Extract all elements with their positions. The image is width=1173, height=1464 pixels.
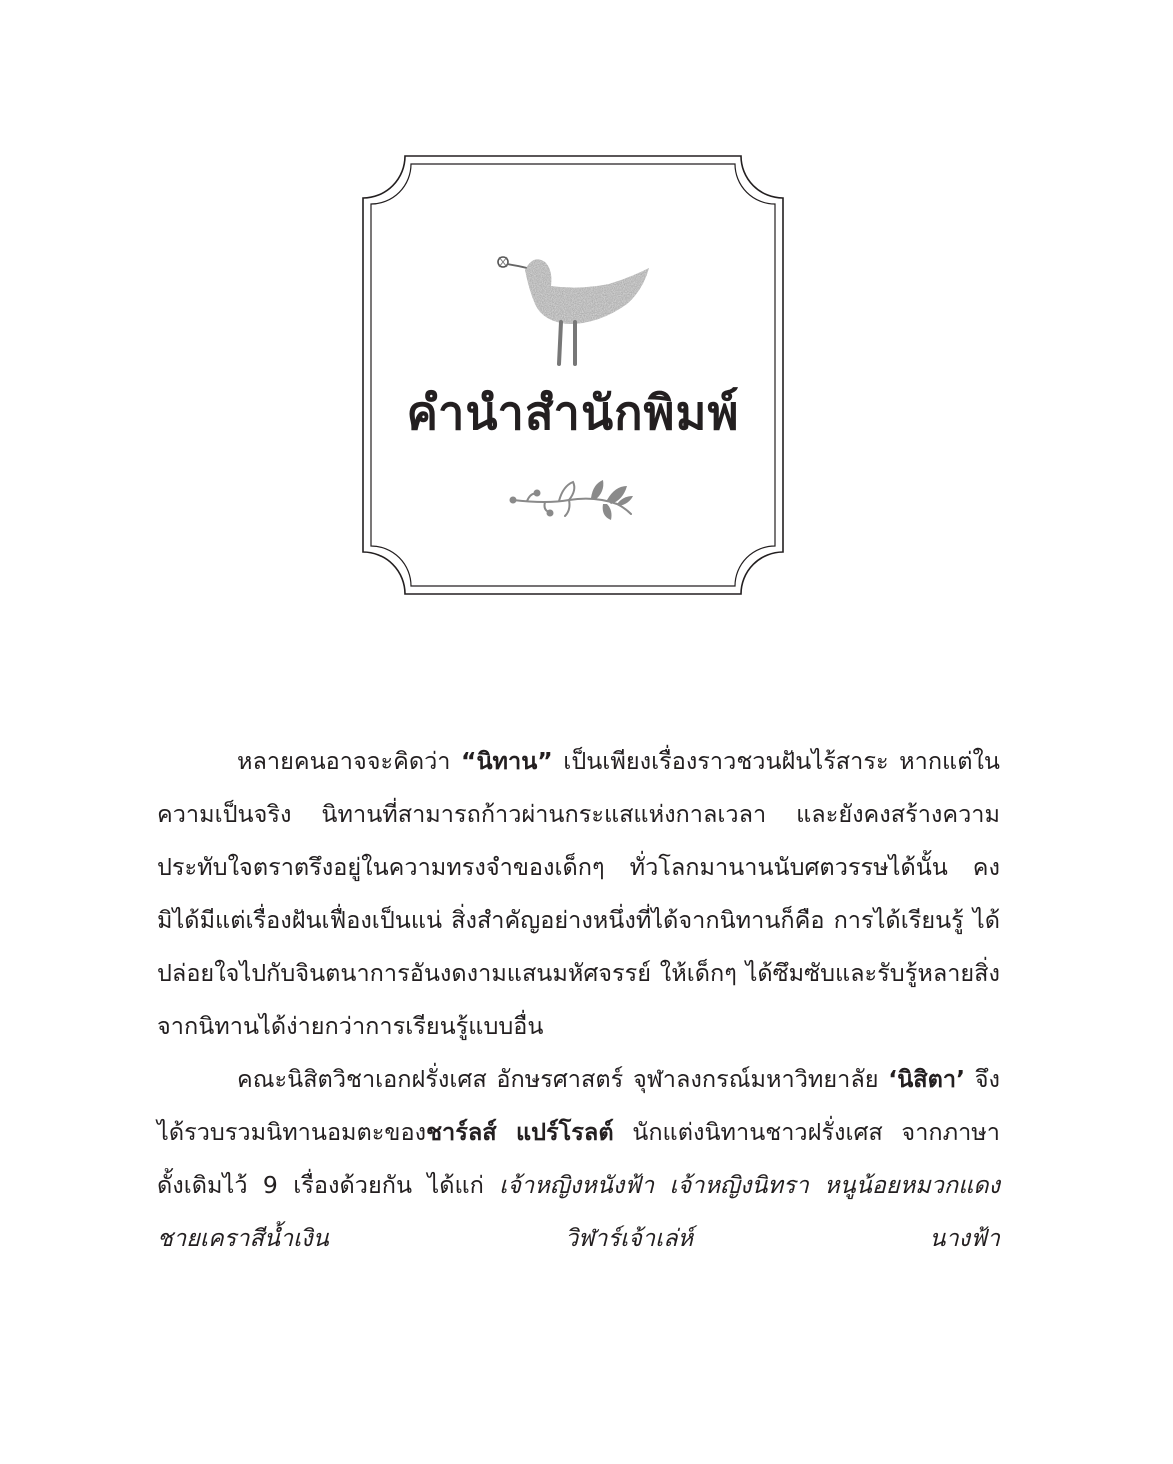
paragraph-1: [157, 735, 1000, 1053]
decorative-frame: [361, 154, 785, 596]
p2-italic-titles: เจ้าหญิงหนังฟ้า เจ้าหญิงนิทรา หนูน้อยหมวกแดง ชายเคราสีน้ำเงิน วิฬาร์เจ้าเล่ห์ นางฟ้า: [157, 1171, 1000, 1252]
p2-bold-nisita: ‘นิสิตา’: [888, 1065, 966, 1093]
page-title: คำนำสำนักพิมพ์: [406, 386, 740, 441]
p1-bold-nithan: “นิทาน”: [461, 747, 553, 775]
p2-text-3: นักแต่งนิทานชาวฝรั่งเศส จากภาษาดั้งเดิมไว้ 9 เรื่องด้วยกัน ได้แก่: [157, 1118, 1000, 1199]
bird-illustration: [489, 240, 659, 370]
p2-bold-author: ชาร์ลส์ แปร์โรลต์: [426, 1118, 614, 1146]
body-text: [157, 735, 1000, 1265]
title-frame: [361, 154, 785, 596]
leaf-ornament-icon: [507, 474, 637, 524]
p1-text-1: หลายคนอาจจะคิดว่า: [237, 747, 462, 775]
paragraph-2: [157, 1053, 1000, 1265]
p2-text-2: จึงได้รวบรวมนิทานอมตะของ: [157, 1065, 1001, 1146]
p2-text-1: คณะนิสิตวิชาเอกฝรั่งเศส อักษรศาสตร์ จุฬาลงกรณ์มหาวิทยาลัย: [237, 1065, 889, 1093]
p1-text-2: เป็นเพียงเรื่องราวชวนฝันไร้สาระ หากแต่ในความเป็นจริง นิทานที่สามารถก้าวผ่านกระแสแห่งกาลเวลา และยังคงสร้างความประทับใจตราตรึงอยู่ในความทรงจำของเด็กๆ ทั่วโลกมานานนับศตวรรษได้นั้น คงมิได้มีแต่เรื่องฝันเฟื่องเป็นแน่ สิ่งสำคัญอย่างหนึ่งที่ได้จากนิทานก็คือ การได้เรียนรู้ ได้ปล่อยใจไปกับจินตนาการอันงดงามแสนมหัศจรรย์ ให้เด็กๆ ได้ซึมซับและรับรู้หลายสิ่งจากนิทานได้ง่ายกว่าการเรียนรู้แบบอื่น: [157, 747, 1000, 1040]
